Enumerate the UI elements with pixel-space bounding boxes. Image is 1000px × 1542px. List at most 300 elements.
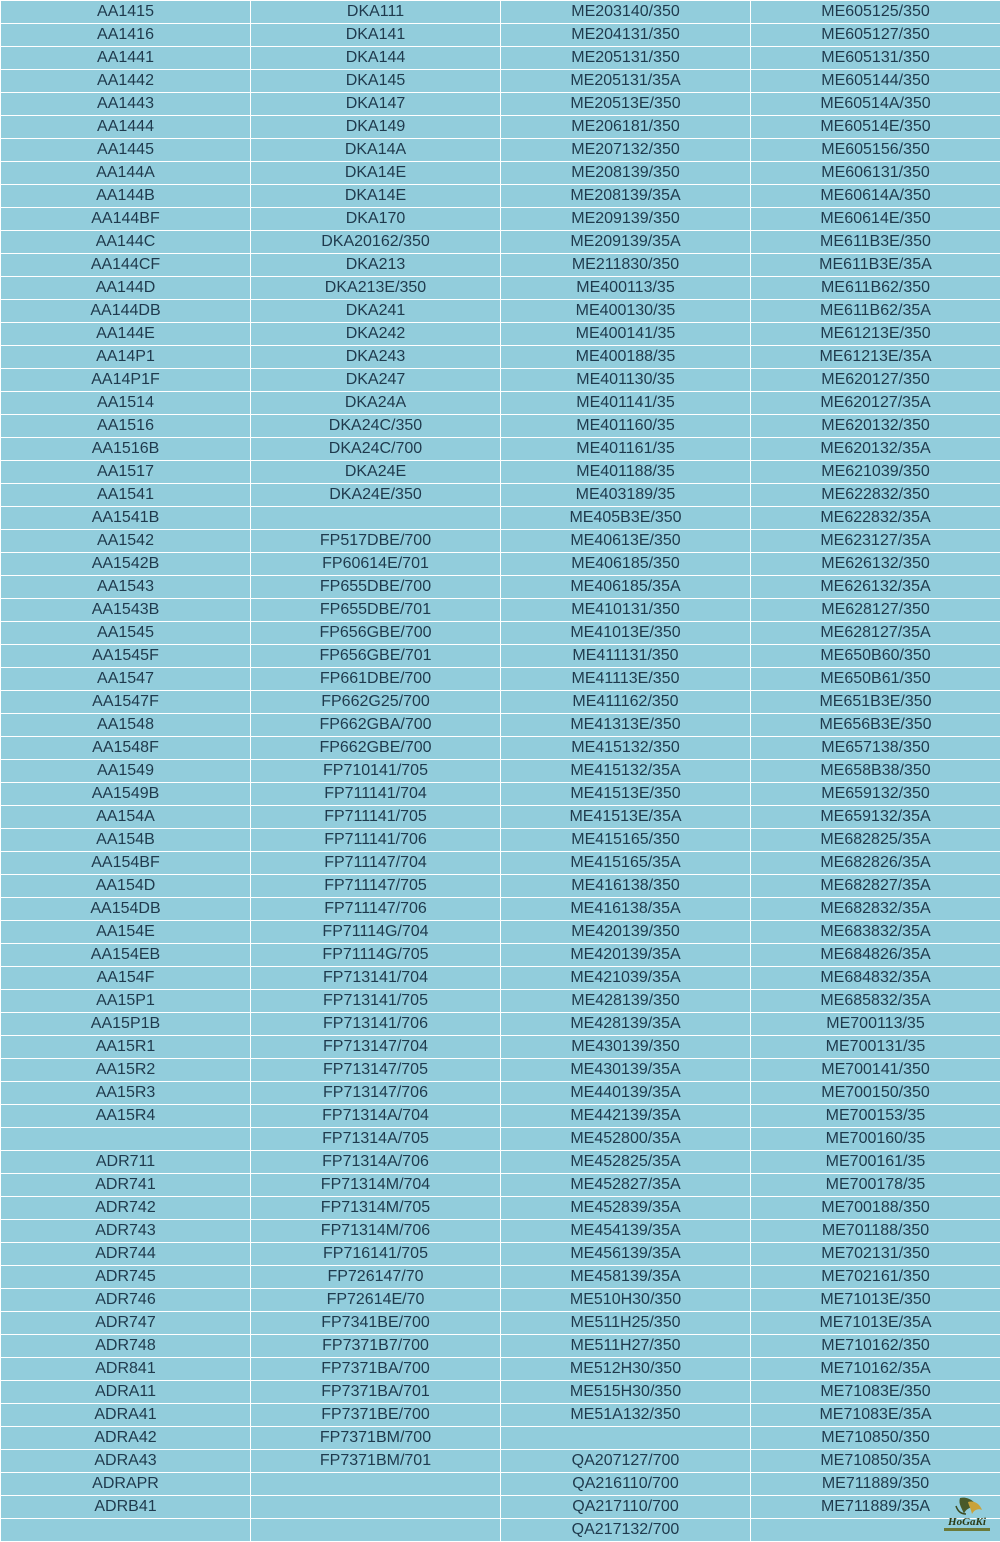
- table-cell: AA154DB: [1, 898, 251, 921]
- table-row: [1, 806, 1000, 829]
- table-cell: FP713147/705: [251, 1059, 501, 1082]
- table-row: [1, 346, 1000, 369]
- table-row: [1, 47, 1000, 70]
- table-cell: ME415132/35A: [501, 760, 751, 783]
- table-cell: FP517DBE/700: [251, 530, 501, 553]
- table-cell: FP713141/705: [251, 990, 501, 1013]
- table-cell: FP71314M/704: [251, 1174, 501, 1197]
- table-cell: [251, 507, 501, 530]
- table-cell: ME620127/350: [751, 369, 1000, 392]
- table-cell: [1, 1519, 251, 1542]
- table-cell: ME415132/350: [501, 737, 751, 760]
- table-cell: ME400130/35: [501, 300, 751, 323]
- table-cell: ME406185/350: [501, 553, 751, 576]
- table-cell: ME41513E/35A: [501, 806, 751, 829]
- table-cell: ADR711: [1, 1151, 251, 1174]
- table-cell: AA154F: [1, 967, 251, 990]
- table-cell: ME208139/350: [501, 162, 751, 185]
- table-cell: FP713141/704: [251, 967, 501, 990]
- table-cell: FP711141/704: [251, 783, 501, 806]
- table-row: [1, 507, 1000, 530]
- table-cell: FP726147/70: [251, 1266, 501, 1289]
- table-row: [1, 1404, 1000, 1427]
- table-cell: ME401130/35: [501, 369, 751, 392]
- table-cell: ME702161/350: [751, 1266, 1000, 1289]
- table-cell: ME623127/35A: [751, 530, 1000, 553]
- table-row: [1, 645, 1000, 668]
- table-cell: ME440139/35A: [501, 1082, 751, 1105]
- table-cell: DKA141: [251, 24, 501, 47]
- table-cell: AA1445: [1, 139, 251, 162]
- table-cell: ME416138/350: [501, 875, 751, 898]
- table-cell: ME700113/35: [751, 1013, 1000, 1036]
- table-row: [1, 277, 1000, 300]
- table-row: [1, 576, 1000, 599]
- table-cell: ADR748: [1, 1335, 251, 1358]
- table-cell: ADR841: [1, 1358, 251, 1381]
- table-cell: DKA147: [251, 93, 501, 116]
- table-cell: ME605131/350: [751, 47, 1000, 70]
- table-cell: FP71314A/705: [251, 1128, 501, 1151]
- table-cell: ME700178/35: [751, 1174, 1000, 1197]
- table-cell: AA1547F: [1, 691, 251, 714]
- table-cell: FP7371BM/700: [251, 1427, 501, 1450]
- table-cell: AA1542B: [1, 553, 251, 576]
- table-cell: ME211830/350: [501, 254, 751, 277]
- table-cell: ME710162/350: [751, 1335, 1000, 1358]
- table-cell: ME60614A/350: [751, 185, 1000, 208]
- table-cell: [1, 1128, 251, 1151]
- table-row: [1, 300, 1000, 323]
- table-cell: ADR746: [1, 1289, 251, 1312]
- table-cell: ME710850/350: [751, 1427, 1000, 1450]
- table-cell: FP7371BM/701: [251, 1450, 501, 1473]
- table-cell: ME41513E/350: [501, 783, 751, 806]
- table-cell: FP655DBE/701: [251, 599, 501, 622]
- table-row: [1, 1312, 1000, 1335]
- table-row: [1, 1335, 1000, 1358]
- table-cell: ME620127/35A: [751, 392, 1000, 415]
- table-row: [1, 369, 1000, 392]
- table-cell: ME682825/35A: [751, 829, 1000, 852]
- table-cell: ME430139/350: [501, 1036, 751, 1059]
- table-cell: ME620132/350: [751, 415, 1000, 438]
- table-cell: DKA144: [251, 47, 501, 70]
- table-row: [1, 1059, 1000, 1082]
- table-cell: DKA14E: [251, 185, 501, 208]
- table-cell: DKA242: [251, 323, 501, 346]
- table-row: [1, 737, 1000, 760]
- table-row: [1, 415, 1000, 438]
- table-cell: ME605156/350: [751, 139, 1000, 162]
- table-cell: AA144E: [1, 323, 251, 346]
- table-row: [1, 553, 1000, 576]
- table-cell: DKA213E/350: [251, 277, 501, 300]
- table-cell: ME420139/35A: [501, 944, 751, 967]
- table-cell: ME61213E/35A: [751, 346, 1000, 369]
- table-cell: [501, 1427, 751, 1450]
- table-cell: FP662GBE/700: [251, 737, 501, 760]
- table-cell: AA154D: [1, 875, 251, 898]
- table-cell: FP71314M/706: [251, 1220, 501, 1243]
- table-row: [1, 461, 1000, 484]
- table-cell: ME659132/350: [751, 783, 1000, 806]
- table-row: [1, 70, 1000, 93]
- table-row: [1, 990, 1000, 1013]
- table-cell: ME622832/350: [751, 484, 1000, 507]
- table-row: [1, 691, 1000, 714]
- table-cell: AA1514: [1, 392, 251, 415]
- table-row: [1, 24, 1000, 47]
- table-cell: AA15R3: [1, 1082, 251, 1105]
- table-cell: ME400188/35: [501, 346, 751, 369]
- table-cell: AA144CF: [1, 254, 251, 277]
- table-cell: FP662GBA/700: [251, 714, 501, 737]
- table-cell: DKA247: [251, 369, 501, 392]
- table-cell: [251, 1473, 501, 1496]
- table-cell: FP713147/704: [251, 1036, 501, 1059]
- table-cell: ME511H25/350: [501, 1312, 751, 1335]
- table-cell: ME700150/350: [751, 1082, 1000, 1105]
- table-cell: ME415165/35A: [501, 852, 751, 875]
- table-cell: ADRAPR: [1, 1473, 251, 1496]
- table-cell: FP7371BA/701: [251, 1381, 501, 1404]
- table-row: [1, 1151, 1000, 1174]
- table-cell: ME403189/35: [501, 484, 751, 507]
- table-cell: AA154A: [1, 806, 251, 829]
- table-row: [1, 1427, 1000, 1450]
- table-cell: FP711141/706: [251, 829, 501, 852]
- table-cell: FP7371BA/700: [251, 1358, 501, 1381]
- table-row: [1, 1036, 1000, 1059]
- table-row: [1, 714, 1000, 737]
- table-row: [1, 93, 1000, 116]
- table-row: [1, 1381, 1000, 1404]
- table-cell: ME452825/35A: [501, 1151, 751, 1174]
- table-row: [1, 1220, 1000, 1243]
- table-cell: AA1443: [1, 93, 251, 116]
- table-row: [1, 783, 1000, 806]
- table-cell: ADR741: [1, 1174, 251, 1197]
- table-cell: ME658B38/350: [751, 760, 1000, 783]
- svg-text:HoGaKi: HoGaKi: [948, 1516, 986, 1528]
- table-cell: ME700153/35: [751, 1105, 1000, 1128]
- table-cell: ME203140/350: [501, 1, 751, 24]
- table-cell: ME41313E/350: [501, 714, 751, 737]
- table-cell: AA1542: [1, 530, 251, 553]
- table-cell: ME60514E/350: [751, 116, 1000, 139]
- table-cell: ME650B61/350: [751, 668, 1000, 691]
- table-cell: FP711147/705: [251, 875, 501, 898]
- table-cell: AA1547: [1, 668, 251, 691]
- table-cell: FP7341BE/700: [251, 1312, 501, 1335]
- table-cell: ME605127/350: [751, 24, 1000, 47]
- table-row: [1, 668, 1000, 691]
- table-cell: ME60514A/350: [751, 93, 1000, 116]
- table-cell: DKA241: [251, 300, 501, 323]
- table-row: [1, 760, 1000, 783]
- table-cell: ME711889/35A: [751, 1496, 1000, 1519]
- table-row: [1, 116, 1000, 139]
- table-cell: ME207132/350: [501, 139, 751, 162]
- table-cell: FP711147/706: [251, 898, 501, 921]
- table-cell: AA1549B: [1, 783, 251, 806]
- table-cell: ME700161/35: [751, 1151, 1000, 1174]
- table-cell: AA1517: [1, 461, 251, 484]
- table-cell: ADR743: [1, 1220, 251, 1243]
- table-row: [1, 1243, 1000, 1266]
- table-cell: ME452839/35A: [501, 1197, 751, 1220]
- table-cell: FP71314A/706: [251, 1151, 501, 1174]
- table-cell: DKA14E: [251, 162, 501, 185]
- table-cell: ME410131/350: [501, 599, 751, 622]
- table-cell: [251, 1496, 501, 1519]
- table-cell: ME682832/35A: [751, 898, 1000, 921]
- table-cell: ADRA42: [1, 1427, 251, 1450]
- table-row: [1, 1197, 1000, 1220]
- table-cell: ME685832/35A: [751, 990, 1000, 1013]
- table-cell: ME406185/35A: [501, 576, 751, 599]
- table-row: [1, 1128, 1000, 1151]
- table-cell: ME512H30/350: [501, 1358, 751, 1381]
- table-cell: DKA213: [251, 254, 501, 277]
- table-row: [1, 829, 1000, 852]
- table-row: [1, 1013, 1000, 1036]
- table-cell: DKA24C/350: [251, 415, 501, 438]
- table-cell: DKA145: [251, 70, 501, 93]
- table-cell: ME452827/35A: [501, 1174, 751, 1197]
- table-cell: ME710850/35A: [751, 1450, 1000, 1473]
- table-cell: ME420139/350: [501, 921, 751, 944]
- table-cell: ME700160/35: [751, 1128, 1000, 1151]
- table-cell: ME684832/35A: [751, 967, 1000, 990]
- table-cell: DKA14A: [251, 139, 501, 162]
- table-cell: ME205131/350: [501, 47, 751, 70]
- table-cell: ME700131/35: [751, 1036, 1000, 1059]
- table-cell: ME611B62/35A: [751, 300, 1000, 323]
- table-cell: ME656B3E/350: [751, 714, 1000, 737]
- table-cell: ME621039/350: [751, 461, 1000, 484]
- table-cell: DKA24A: [251, 392, 501, 415]
- table-cell: ME452800/35A: [501, 1128, 751, 1151]
- table-cell: FP7371B7/700: [251, 1335, 501, 1358]
- table-cell: AA144D: [1, 277, 251, 300]
- table-cell: ME41113E/350: [501, 668, 751, 691]
- table-cell: ME405B3E/350: [501, 507, 751, 530]
- table-cell: ME20513E/350: [501, 93, 751, 116]
- table-cell: ME208139/35A: [501, 185, 751, 208]
- table-cell: AA1548F: [1, 737, 251, 760]
- table-cell: ME606131/350: [751, 162, 1000, 185]
- table-cell: AA154EB: [1, 944, 251, 967]
- table-cell: AA14P1: [1, 346, 251, 369]
- table-cell: ME456139/35A: [501, 1243, 751, 1266]
- table-cell: ME206181/350: [501, 116, 751, 139]
- table-cell: ME60614E/350: [751, 208, 1000, 231]
- table-cell: ME511H27/350: [501, 1335, 751, 1358]
- table-row: [1, 1082, 1000, 1105]
- table-cell: ME626132/350: [751, 553, 1000, 576]
- table-cell: AA1549: [1, 760, 251, 783]
- table-row: [1, 1450, 1000, 1473]
- table-cell: FP656GBE/700: [251, 622, 501, 645]
- table-row: [1, 967, 1000, 990]
- table-cell: ME41013E/350: [501, 622, 751, 645]
- table-cell: AA144C: [1, 231, 251, 254]
- table-row: [1, 1, 1000, 24]
- table-cell: AA144A: [1, 162, 251, 185]
- table-cell: FP661DBE/700: [251, 668, 501, 691]
- table-cell: AA144BF: [1, 208, 251, 231]
- table-cell: ME650B60/350: [751, 645, 1000, 668]
- table-cell: ME611B3E/350: [751, 231, 1000, 254]
- table-cell: ME401160/35: [501, 415, 751, 438]
- table-cell: ME400113/35: [501, 277, 751, 300]
- table-cell: ADRB41: [1, 1496, 251, 1519]
- table-cell: FP713147/706: [251, 1082, 501, 1105]
- table-row: [1, 1105, 1000, 1128]
- table-cell: AA15P1: [1, 990, 251, 1013]
- table-cell: AA1545: [1, 622, 251, 645]
- parts-table-body: [1, 1, 1000, 1542]
- table-cell: DKA111: [251, 1, 501, 24]
- table-cell: ME628127/35A: [751, 622, 1000, 645]
- table-cell: AA1541: [1, 484, 251, 507]
- table-row: [1, 898, 1000, 921]
- table-cell: ME628127/350: [751, 599, 1000, 622]
- table-cell: ME401141/35: [501, 392, 751, 415]
- table-cell: FP71314M/705: [251, 1197, 501, 1220]
- table-cell: ME710162/35A: [751, 1358, 1000, 1381]
- table-cell: ADRA11: [1, 1381, 251, 1404]
- table-cell: FP662G25/700: [251, 691, 501, 714]
- table-cell: FP71314A/704: [251, 1105, 501, 1128]
- table-cell: ME626132/35A: [751, 576, 1000, 599]
- table-cell: AA15R1: [1, 1036, 251, 1059]
- table-row: [1, 921, 1000, 944]
- table-cell: ME51A132/350: [501, 1404, 751, 1427]
- table-cell: ME605144/350: [751, 70, 1000, 93]
- table-cell: AA1516B: [1, 438, 251, 461]
- table-cell: AA1543: [1, 576, 251, 599]
- table-cell: QA207127/700: [501, 1450, 751, 1473]
- table-cell: ME651B3E/350: [751, 691, 1000, 714]
- table-cell: ADRA43: [1, 1450, 251, 1473]
- table-cell: FP716141/705: [251, 1243, 501, 1266]
- table-cell: AA1415: [1, 1, 251, 24]
- table-cell: ME428139/35A: [501, 1013, 751, 1036]
- table-cell: ME401188/35: [501, 461, 751, 484]
- table-row: [1, 875, 1000, 898]
- table-cell: ME620132/35A: [751, 438, 1000, 461]
- table-cell: ME700141/350: [751, 1059, 1000, 1082]
- table-row: [1, 1496, 1000, 1519]
- table-row: [1, 162, 1000, 185]
- table-cell: FP711141/705: [251, 806, 501, 829]
- table-cell: AA1516: [1, 415, 251, 438]
- table-cell: [251, 1519, 501, 1542]
- table-cell: QA217132/700: [501, 1519, 751, 1542]
- table-cell: AA1441: [1, 47, 251, 70]
- table-cell: FP71114G/704: [251, 921, 501, 944]
- table-cell: ME622832/35A: [751, 507, 1000, 530]
- table-cell: ME204131/350: [501, 24, 751, 47]
- table-cell: ME411131/350: [501, 645, 751, 668]
- table-cell: AA15R4: [1, 1105, 251, 1128]
- table-cell: ME71013E/35A: [751, 1312, 1000, 1335]
- table-cell: ME209139/35A: [501, 231, 751, 254]
- table-cell: FP72614E/70: [251, 1289, 501, 1312]
- table-cell: ME428139/350: [501, 990, 751, 1013]
- table-cell: FP656GBE/701: [251, 645, 501, 668]
- table-cell: ME657138/350: [751, 737, 1000, 760]
- table-cell: FP655DBE/700: [251, 576, 501, 599]
- table-cell: ME411162/350: [501, 691, 751, 714]
- table-row: [1, 323, 1000, 346]
- table-cell: ME458139/35A: [501, 1266, 751, 1289]
- table-row: [1, 208, 1000, 231]
- table-cell: ADR742: [1, 1197, 251, 1220]
- table-row: [1, 392, 1000, 415]
- table-row: [1, 1358, 1000, 1381]
- table-row: [1, 944, 1000, 967]
- table-cell: FP711147/704: [251, 852, 501, 875]
- table-row: [1, 484, 1000, 507]
- table-cell: AA15P1B: [1, 1013, 251, 1036]
- table-cell: ME682826/35A: [751, 852, 1000, 875]
- table-cell: AA15R2: [1, 1059, 251, 1082]
- table-cell: AA1442: [1, 70, 251, 93]
- table-cell: AA1444: [1, 116, 251, 139]
- table-cell: ME205131/35A: [501, 70, 751, 93]
- table-cell: DKA170: [251, 208, 501, 231]
- table-cell: ME416138/35A: [501, 898, 751, 921]
- table-cell: AA154B: [1, 829, 251, 852]
- table-cell: AA1548: [1, 714, 251, 737]
- table-cell: ME611B62/350: [751, 277, 1000, 300]
- table-cell: ME700188/350: [751, 1197, 1000, 1220]
- table-cell: ME415165/350: [501, 829, 751, 852]
- table-cell: ME605125/350: [751, 1, 1000, 24]
- table-cell: FP710141/705: [251, 760, 501, 783]
- table-cell: ME421039/35A: [501, 967, 751, 990]
- table-cell: ME711889/350: [751, 1473, 1000, 1496]
- table-cell: ME684826/35A: [751, 944, 1000, 967]
- table-cell: ME701188/350: [751, 1220, 1000, 1243]
- table-cell: ADR747: [1, 1312, 251, 1335]
- table-cell: ME702131/350: [751, 1243, 1000, 1266]
- table-cell: AA154BF: [1, 852, 251, 875]
- table-cell: DKA24E: [251, 461, 501, 484]
- table-cell: AA1416: [1, 24, 251, 47]
- table-cell: AA1543B: [1, 599, 251, 622]
- table-cell: ME510H30/350: [501, 1289, 751, 1312]
- table-cell: ME682827/35A: [751, 875, 1000, 898]
- table-cell: FP71114G/705: [251, 944, 501, 967]
- table-cell: ME61213E/350: [751, 323, 1000, 346]
- table-cell: AA1541B: [1, 507, 251, 530]
- table-row: [1, 231, 1000, 254]
- table-cell: FP60614E/701: [251, 553, 501, 576]
- table-cell: QA216110/700: [501, 1473, 751, 1496]
- table-cell: DKA24E/350: [251, 484, 501, 507]
- table-cell: AA144DB: [1, 300, 251, 323]
- table-cell: AA144B: [1, 185, 251, 208]
- table-row: [1, 139, 1000, 162]
- table-cell: ME442139/35A: [501, 1105, 751, 1128]
- table-row: [1, 599, 1000, 622]
- table-cell: DKA20162/350: [251, 231, 501, 254]
